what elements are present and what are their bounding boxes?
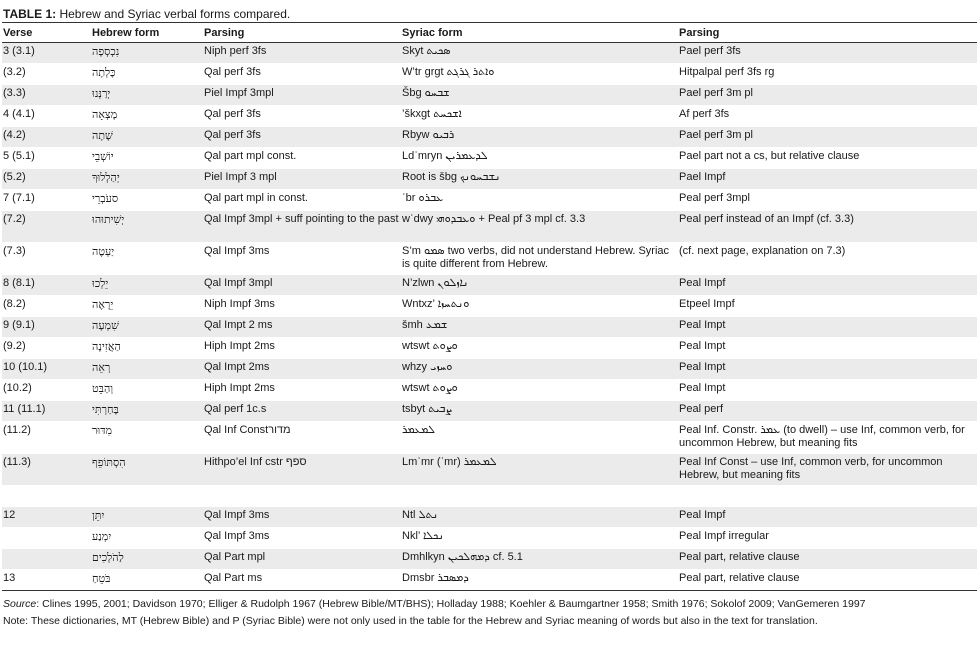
cell-syriac-form: S’m ܣܡܘ two verbs, did not understand Hebrew. Syriac is quite different from Hebrew. (402, 245, 670, 270)
cell-parsing: Qal Part ms (204, 572, 263, 584)
cell-hebrew-form: יְהַלְלוּךָ (92, 171, 120, 184)
cell-parsing: Qal Impf 3ms (204, 530, 270, 542)
cell-parsing: Niph perf 3fs (204, 45, 267, 57)
cell-syriac-form: whzy ܘܚܙܝ (402, 361, 453, 373)
cell-verse: 8 (8.1) (3, 277, 35, 289)
cell-verse: (3.3) (3, 87, 26, 99)
cell-verse: 11 (11.1) (3, 403, 46, 415)
cell-verse: (11.3) (3, 456, 31, 468)
cell-verse: 5 (5.1) (3, 150, 35, 162)
cell-syriac-parsing: Pael part not a cs, but relative clause (679, 150, 860, 162)
caption-label: TABLE 1: (3, 7, 57, 21)
cell-verse: 12 (3, 509, 16, 521)
cell-parsing: Qal part mpl in const. (204, 192, 308, 204)
cell-hebrew-form: רְאֵה (92, 361, 111, 374)
cell-hebrew-form: מָצְאָה (92, 108, 118, 121)
cell-syriac-parsing: Pael Impf (679, 171, 726, 183)
table-row (2, 507, 977, 528)
cell-syriac-parsing: Peal Impt (679, 361, 726, 373)
cell-hebrew-form: סעֹבְרֵי (92, 192, 119, 205)
cell-syriac-form: Ntl ܢܬܠ (402, 509, 439, 521)
cell-parsing (203, 486, 401, 507)
cell-syriac-parsing: Hitpalpal perf 3fs rg (679, 66, 775, 78)
cell-hebrew-form: יַעְטֶה (92, 245, 115, 258)
cell-parsing: Piel Impf 3mpl (204, 87, 274, 99)
cell-syriac-form: W’tr grgt ܘܐܬܪ ܓܪܓܬ (402, 66, 495, 78)
table-row (2, 422, 977, 454)
table-row (2, 64, 977, 85)
cell-syriac-parsing: Peal Impf (679, 509, 726, 521)
table-row (2, 401, 977, 422)
cell-parsing: Qal Impf 3mpl + suff pointing to the past (204, 213, 399, 225)
cell-parsing: Niph Impf 3ms (204, 298, 275, 310)
cell-syriac-parsing: Pael perf 3m pl (679, 129, 753, 141)
cell-verse: (7.3) (3, 245, 26, 257)
cell-parsing: Qal perf 3fs (204, 66, 261, 78)
table-row (2, 570, 977, 591)
cell-syriac-form: ʿbr ܥܒܪܘ (402, 192, 444, 204)
cell-syriac-parsing: Peal Impf irregular (679, 530, 769, 542)
cell-syriac-parsing: Pael perf 3m pl (679, 87, 753, 99)
cell-syriac-form: Wntxz’ ܘܢܬܚܙܐ (402, 298, 470, 310)
caption-text: Hebrew and Syriac verbal forms compared. (56, 7, 291, 21)
cell-verse: 10 (10.1) (3, 361, 48, 373)
cell-verse (2, 528, 91, 549)
table-row (2, 127, 977, 148)
cell-hebrew-form: נִכְסְפָה (92, 45, 120, 58)
cell-parsing: Hiph Impt 2ms (204, 340, 275, 352)
cell-syriac-parsing: Etpeel Impf (679, 298, 735, 310)
cell-syriac-form: Ldʿmryn ܠܕܥܡܪܝܢ (402, 150, 488, 162)
header-row (2, 23, 977, 43)
cell-verse: 9 (9.1) (3, 319, 35, 331)
cell-syriac-form: N’zlwn ܢܐܙܠܘܢ (402, 277, 469, 289)
cell-hebrew-form: יְרַנְּנוּ (92, 87, 111, 100)
cell-verse: 4 (4.1) (3, 108, 35, 120)
cell-hebrew-form: בֹּטֵחַ (92, 572, 111, 585)
table-row (2, 169, 977, 190)
table-footer (2, 591, 977, 630)
cell-parsing: Qal perf 3fs (204, 129, 261, 141)
cell-verse (2, 549, 91, 570)
header-syriac-parsing: Parsing (679, 26, 720, 39)
table-row (2, 317, 977, 338)
cell-verse: (9.2) (3, 340, 26, 352)
cell-syriac-parsing: (cf. next page, explanation on 7.3) (679, 245, 846, 257)
cell-syriac-form: Nkl’ ܢܟܠܐ (402, 530, 444, 542)
cell-verse: (8.2) (3, 298, 26, 310)
cell-verse: 3 (3.1) (3, 45, 35, 57)
header-hebrew-form: Hebrew form (92, 26, 160, 39)
verbal-forms-table (2, 22, 977, 591)
cell-syriac-form: Dmhlkyn ܕܡܗܠܟܝܢ cf. 5.1 (402, 551, 523, 563)
cell-syriac-parsing: Peal part, relative clause (679, 572, 800, 584)
cell-verse: (10.2) (3, 382, 32, 394)
cell-hebrew-form: שִׁמְעָה (92, 319, 119, 332)
cell-syriac-form: tsbyt ܨܒܝܬ (402, 403, 453, 415)
cell-verse: 7 (7.1) (3, 192, 35, 204)
cell-syriac-parsing: Peal Inf. Constr. ܥܡܪ (to dwell) – use Inf, common verb, for uncommon Hebrew, but meaning fits (679, 424, 965, 449)
cell-syriac-form: Rbyw ܪܒܝܘ (402, 129, 455, 141)
cell-hebrew-form: יֵלְכוּ (92, 277, 109, 290)
cell-parsing: Qal Impf 3ms (204, 245, 270, 257)
cell-syriac-form: Dmsbr ܕܡܣܒܪ (402, 572, 469, 584)
cell-syriac-form: Lmʿmr (ʿmr) ܠܡܥܡܪ (402, 456, 497, 468)
table-row (2, 359, 977, 380)
table-row (2, 243, 977, 275)
table-row (2, 275, 977, 296)
cell-hebrew-form: בָּחַרְתִּי (92, 403, 119, 416)
table-row (2, 549, 977, 570)
cell-hebrew-form: מִדּוּר (92, 424, 113, 437)
note-line: Note: These dictionaries, MT (Hebrew Bible) and P (Syriac Bible) were not only used in the table for the Hebrew and Syriac meaning of words but also in the text for translation. (3, 615, 818, 627)
table-row (2, 380, 977, 401)
table-caption (2, 0, 977, 22)
cell-verse: (7.2) (3, 213, 26, 225)
cell-hebrew-form: יוֹשְׁבֵי (92, 150, 114, 163)
table-row (2, 454, 977, 486)
cell-syriac-parsing: Pael perf 3fs (679, 45, 741, 57)
cell-syriac-form: Šbg ܫܒܚܘ (402, 87, 450, 99)
table-row (2, 106, 977, 127)
cell-hebrew-form: שָׁתָה (92, 129, 113, 142)
table-row (2, 43, 977, 64)
cell-hebrew-form: הַאֲזִינָה (92, 340, 121, 353)
cell-hebrew-form: יִמְנַע (92, 530, 112, 543)
header-syriac-form: Syriac form (402, 26, 463, 39)
cell-syriac-parsing: Peal perf instead of an Impf (cf. 3.3) (679, 213, 854, 225)
cell-syriac-form: wtswt ܘܨܘܬ (402, 340, 458, 352)
cell-parsing: Hiph Impt 2ms (204, 382, 275, 394)
cell-syriac-parsing: Peal perf (679, 403, 724, 415)
source-text: : Clines 1995, 2001; Davidson 1970; Elliger & Rudolph 1967 (Hebrew Bible/MT/BHS); Holladay 1988; Koehler & Baumgartner 1958; Smith 1976; Sokolof 2009; VanGemeren 1997 (36, 598, 866, 610)
table-row (2, 190, 977, 211)
cell-parsing: Qal Impt 2 ms (204, 319, 273, 331)
cell-syriac-parsing (678, 486, 977, 507)
table-row (2, 338, 977, 359)
cell-verse (2, 486, 91, 507)
cell-parsing: Qal Impf 3ms (204, 509, 270, 521)
cell-syriac-form: Skyt ܣܟܝܬ (402, 45, 451, 57)
cell-parsing: Qal Impf 3mpl (204, 277, 273, 289)
cell-hebrew-form: יִתֵּן (92, 509, 105, 522)
cell-hebrew-form: לַהֹלְכִים (92, 551, 124, 564)
cell-syriac-parsing: Peal part, relative clause (679, 551, 800, 563)
cell-syriac-form: šmh ܫܡܥ (402, 319, 448, 331)
cell-verse: 13 (3, 572, 16, 584)
cell-syriac-form: Root is šbg ܢܫܒܚܘܢܟ (402, 171, 501, 183)
cell-hebrew-form: יֵרָאֶה (92, 298, 114, 311)
cell-syriac-form: ’škxgt ܐܫܟܚܬ (402, 108, 462, 120)
cell-syriac-parsing: Peal Impt (679, 340, 726, 352)
table-row (2, 148, 977, 169)
source-label: Source (3, 598, 37, 610)
cell-hebrew-form: וְהַבֵּט (92, 382, 114, 395)
cell-parsing: Qal Impt 2ms (204, 361, 270, 373)
header-verse: Verse (3, 26, 33, 39)
table-row (2, 85, 977, 106)
table-row (2, 211, 977, 243)
cell-syriac-form: ܠܡܥܡܪ (402, 424, 435, 436)
cell-verse: (4.2) (3, 129, 26, 141)
cell-syriac-parsing: Peal Impt (679, 382, 726, 394)
cell-syriac-parsing: Peal perf 3mpl (679, 192, 750, 204)
cell-verse: (5.2) (3, 171, 26, 183)
cell-parsing: Qal part mpl const. (204, 150, 297, 162)
cell-parsing: Qal Inf Constמדור (204, 424, 291, 436)
cell-hebrew-form: הִסְתּוֹפֵף (92, 456, 126, 469)
cell-parsing: Qal perf 3fs (204, 108, 261, 120)
cell-syriac-parsing: Peal Impt (679, 319, 726, 331)
cell-syriac-form: wtswt ܘܨܘܬ (402, 382, 458, 394)
table-row (2, 486, 977, 507)
cell-syriac-parsing: Peal Impf (679, 277, 726, 289)
cell-parsing: Piel Impf 3 mpl (204, 171, 277, 183)
cell-syriac-form (401, 486, 678, 507)
cell-hebrew-form (91, 486, 203, 507)
cell-hebrew-form: כָּלְתָה (92, 66, 116, 79)
cell-parsing: Qal Part mpl (204, 551, 266, 563)
cell-verse: (3.2) (3, 66, 26, 78)
table-row (2, 528, 977, 549)
source-line (3, 596, 977, 613)
header-parsing: Parsing (204, 26, 245, 39)
cell-hebrew-form: יְשִׁיתוּהוּ (92, 213, 125, 226)
cell-parsing: Hithpo’el Inf cstr ספף (204, 456, 307, 468)
cell-verse: (11.2) (3, 424, 31, 436)
cell-parsing: Qal perf 1c.s (204, 403, 267, 415)
table-body (2, 43, 977, 591)
cell-syriac-parsing: Peal Inf Const – use Inf, common verb, for uncommon Hebrew, but meaning fits (679, 456, 943, 481)
cell-syriac-parsing: Af perf 3fs (679, 108, 730, 120)
cell-syriac-form: wʿdwy ܘܥܒܕܘܗܝ + Peal pf 3 mpl cf. 3.3 (402, 213, 586, 225)
table-row (2, 296, 977, 317)
